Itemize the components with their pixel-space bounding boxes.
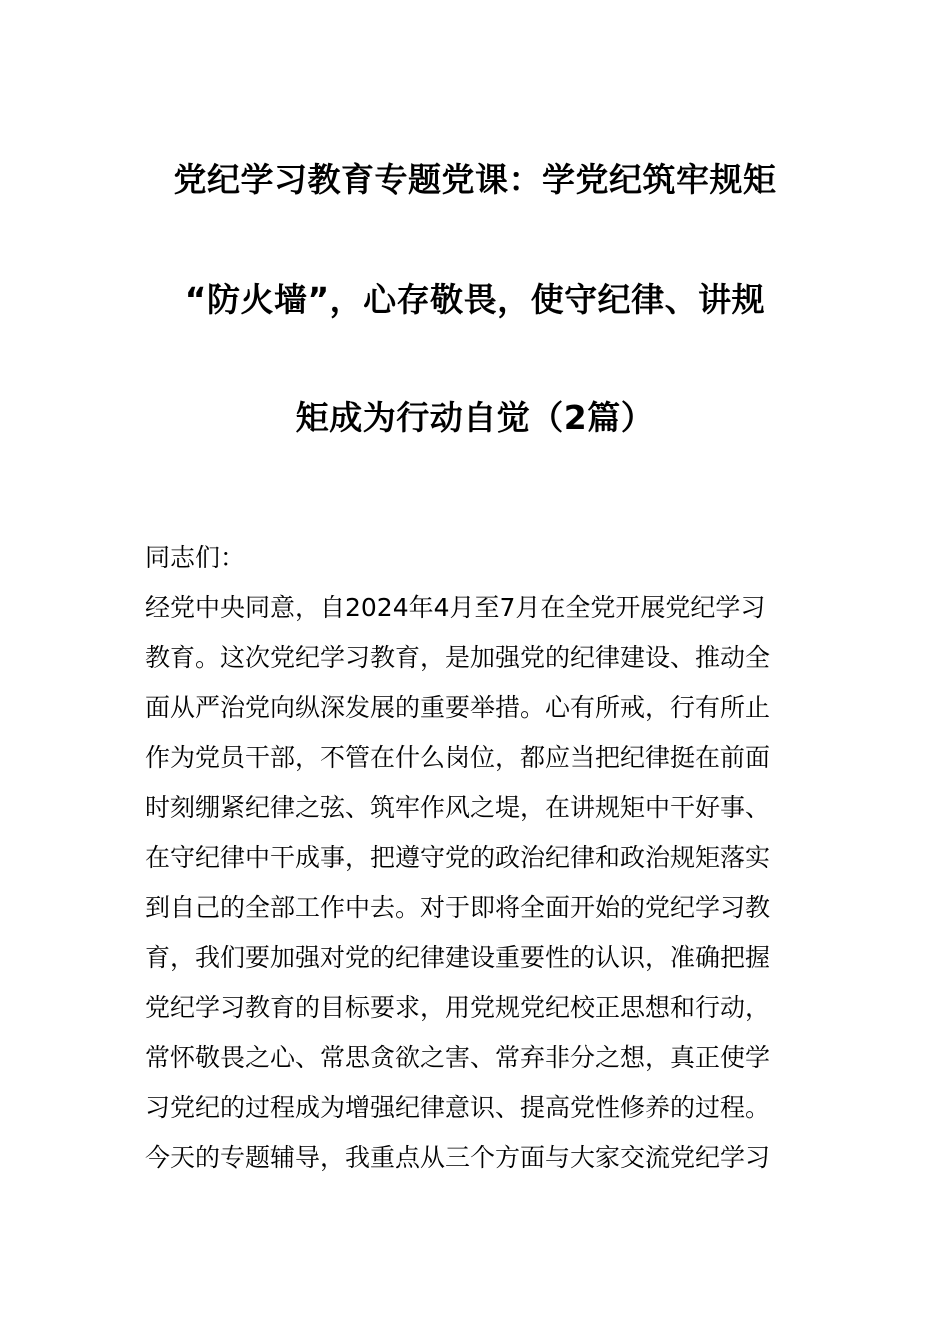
body-line: 到自己的全部工作中去。对于即将全面开始的党纪学习教 xyxy=(145,893,771,922)
body-line: 面从严治党向纵深发展的重要举措。心有所戒，行有所止 xyxy=(145,693,771,722)
document-title-line-1: 党纪学习教育专题党课：学党纪筑牢规矩 xyxy=(173,160,777,199)
body-line: 今天的专题辅导，我重点从三个方面与大家交流党纪学习 xyxy=(145,1143,771,1172)
body-line: 作为党员干部，不管在什么岗位，都应当把纪律挺在前面 xyxy=(145,743,771,772)
salutation: 同志们： xyxy=(145,543,246,572)
body-line: 育，我们要加强对党的纪律建设重要性的认识，准确把握 xyxy=(145,943,771,972)
body-line: 时刻绷紧纪律之弦、筑牢作风之堤，在讲规矩中干好事、 xyxy=(145,793,771,822)
document-title-line-2: “防火墙”，心存敬畏，使守纪律、讲规 xyxy=(184,280,766,319)
body-line: 经党中央同意，自2024年4月至7月在全党开展党纪学习 xyxy=(145,593,766,622)
body-line: 常怀敬畏之心、常思贪欲之害、常弃非分之想，真正使学 xyxy=(145,1043,771,1072)
body-line: 习党纪的过程成为增强纪律意识、提高党性修养的过程。 xyxy=(145,1093,771,1122)
body-line: 教育。这次党纪学习教育，是加强党的纪律建设、推动全 xyxy=(145,643,771,672)
body-line: 在守纪律中干成事，把遵守党的政治纪律和政治规矩落实 xyxy=(145,843,771,872)
document-title-line-3: 矩成为行动自觉（2篇） xyxy=(295,398,655,437)
body-line: 党纪学习教育的目标要求，用党规党纪校正思想和行动， xyxy=(145,993,771,1022)
